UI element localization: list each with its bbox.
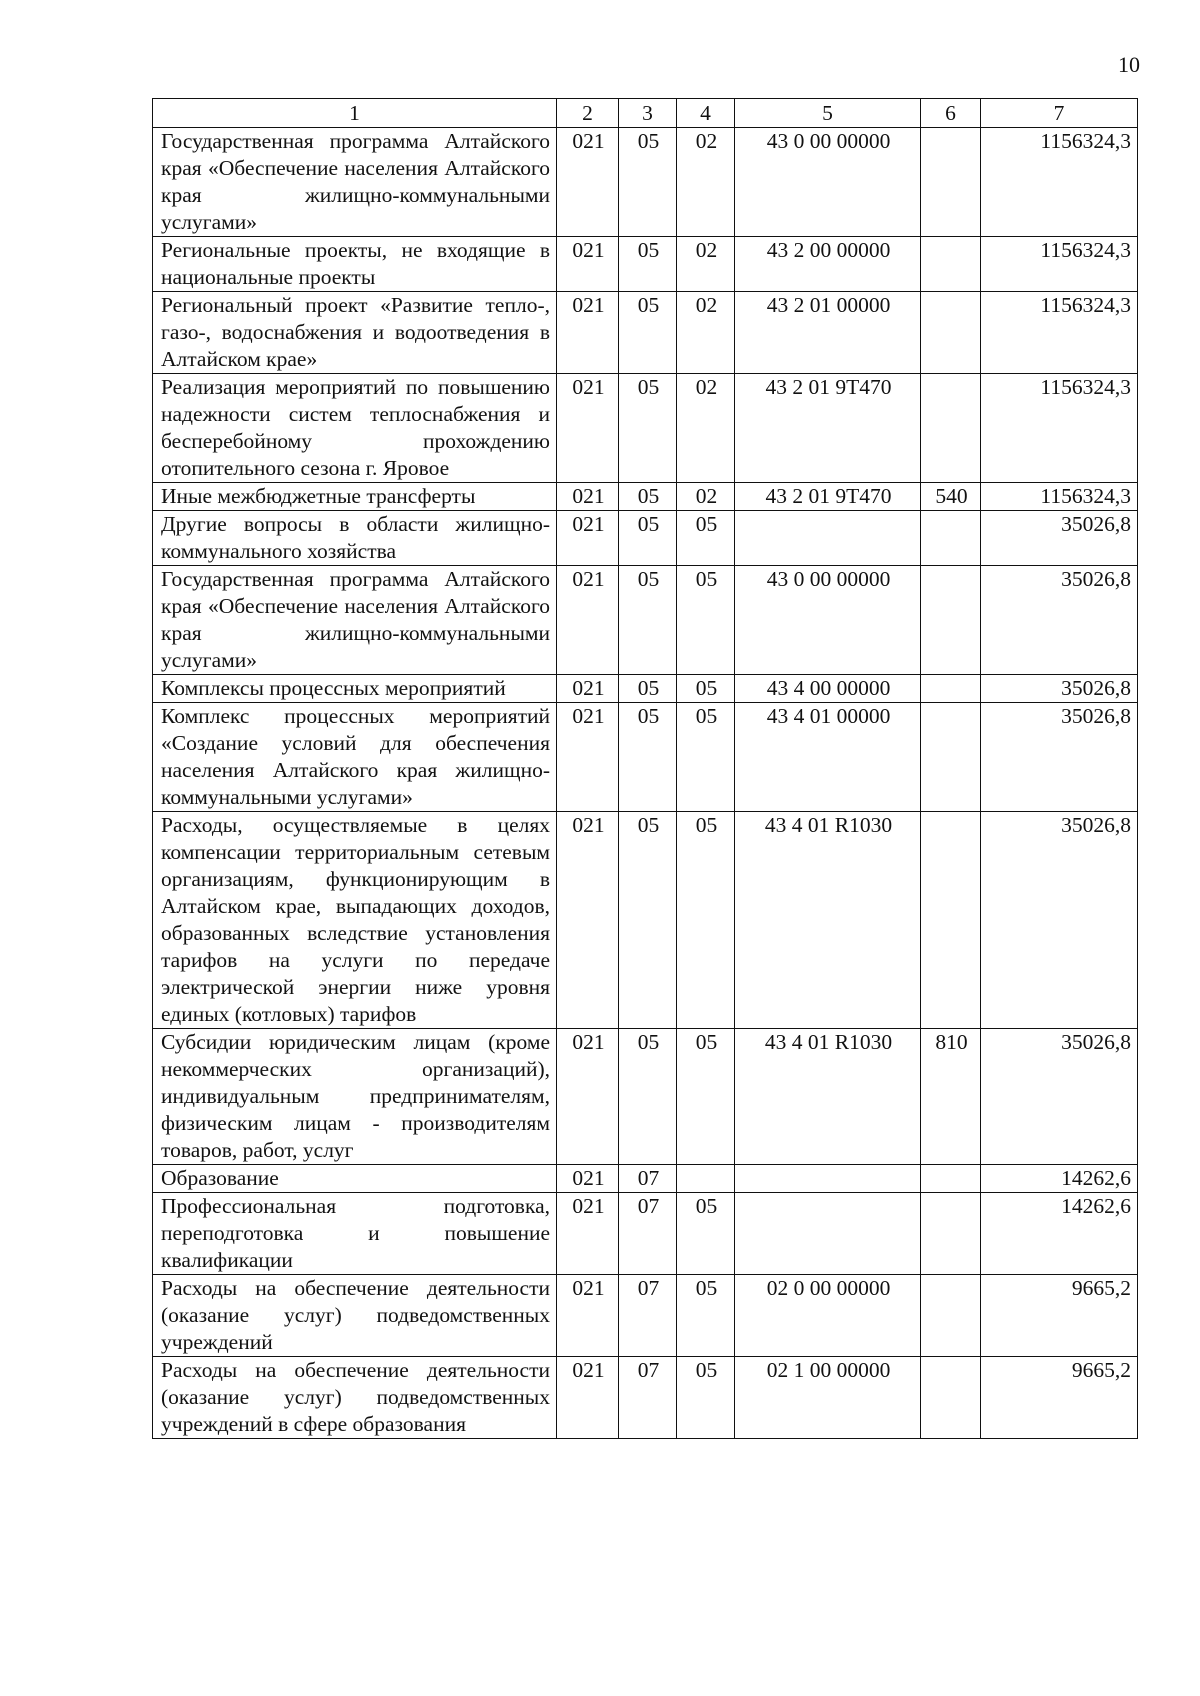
item-name-cell: Образование — [153, 1165, 557, 1193]
item-name-cell: Региональные проекты, не входящие в национальные проекты — [153, 237, 557, 292]
section-code-cell: 05 — [619, 703, 677, 812]
target-article-code-cell: 43 4 01 R1030 — [735, 812, 921, 1029]
subsection-code-cell — [677, 1165, 735, 1193]
table-row — [153, 1029, 1138, 1165]
expense-type-code-cell — [921, 374, 981, 483]
ministry-code-cell: 021 — [557, 1193, 619, 1275]
amount-cell: 35026,8 — [981, 812, 1138, 1029]
amount-cell: 35026,8 — [981, 511, 1138, 566]
amount-cell: 9665,2 — [981, 1275, 1138, 1357]
amount-cell: 1156324,3 — [981, 483, 1138, 511]
table-header-row — [153, 99, 1138, 128]
subsection-code-cell: 02 — [677, 237, 735, 292]
target-article-code-cell: 43 4 01 00000 — [735, 703, 921, 812]
header-cell: 6 — [921, 99, 981, 128]
amount-cell: 14262,6 — [981, 1193, 1138, 1275]
target-article-code-cell — [735, 1165, 921, 1193]
table-row — [153, 1357, 1138, 1439]
table-row — [153, 703, 1138, 812]
section-code-cell: 07 — [619, 1193, 677, 1275]
header-cell: 2 — [557, 99, 619, 128]
section-code-cell: 05 — [619, 483, 677, 511]
ministry-code-cell: 021 — [557, 128, 619, 237]
subsection-code-cell: 02 — [677, 483, 735, 511]
subsection-code-cell: 02 — [677, 374, 735, 483]
table-row — [153, 566, 1138, 675]
ministry-code-cell: 021 — [557, 1165, 619, 1193]
section-code-cell: 05 — [619, 292, 677, 374]
item-name-cell: Расходы, осуществляемые в целях компенсации территориальным сетевым организациям, функционирующим в Алтайском крае, выпадающих доходов, образованных вследствие установления тарифов на услуги по передаче электрической энергии ниже уровня единых (котловых) тарифов — [153, 812, 557, 1029]
amount-cell: 14262,6 — [981, 1165, 1138, 1193]
expense-type-code-cell — [921, 812, 981, 1029]
amount-cell: 1156324,3 — [981, 128, 1138, 237]
subsection-code-cell: 05 — [677, 1275, 735, 1357]
target-article-code-cell: 43 2 01 9T470 — [735, 483, 921, 511]
section-code-cell: 05 — [619, 374, 677, 483]
ministry-code-cell: 021 — [557, 566, 619, 675]
header-cell: 3 — [619, 99, 677, 128]
subsection-code-cell: 05 — [677, 511, 735, 566]
expense-type-code-cell — [921, 703, 981, 812]
table-row — [153, 511, 1138, 566]
expense-type-code-cell — [921, 237, 981, 292]
header-cell: 1 — [153, 99, 557, 128]
section-code-cell: 05 — [619, 812, 677, 1029]
target-article-code-cell: 43 2 00 00000 — [735, 237, 921, 292]
table-row — [153, 374, 1138, 483]
section-code-cell: 05 — [619, 511, 677, 566]
expense-type-code-cell: 540 — [921, 483, 981, 511]
expense-type-code-cell: 810 — [921, 1029, 981, 1165]
table-body — [153, 128, 1138, 1439]
section-code-cell: 05 — [619, 237, 677, 292]
ministry-code-cell: 021 — [557, 483, 619, 511]
table-row — [153, 1193, 1138, 1275]
subsection-code-cell: 05 — [677, 1029, 735, 1165]
ministry-code-cell: 021 — [557, 292, 619, 374]
table-row — [153, 292, 1138, 374]
target-article-code-cell: 43 2 01 00000 — [735, 292, 921, 374]
ministry-code-cell: 021 — [557, 1029, 619, 1165]
section-code-cell: 05 — [619, 128, 677, 237]
expense-type-code-cell — [921, 1357, 981, 1439]
table-row — [153, 1165, 1138, 1193]
target-article-code-cell: 43 0 00 00000 — [735, 566, 921, 675]
subsection-code-cell: 05 — [677, 812, 735, 1029]
expense-type-code-cell — [921, 292, 981, 374]
expense-type-code-cell — [921, 675, 981, 703]
amount-cell: 9665,2 — [981, 1357, 1138, 1439]
header-cell: 4 — [677, 99, 735, 128]
table-row — [153, 128, 1138, 237]
target-article-code-cell: 43 4 01 R1030 — [735, 1029, 921, 1165]
amount-cell: 35026,8 — [981, 566, 1138, 675]
item-name-cell: Профессиональная подготовка, переподготовка и повышение квалификации — [153, 1193, 557, 1275]
section-code-cell: 07 — [619, 1357, 677, 1439]
item-name-cell: Иные межбюджетные трансферты — [153, 483, 557, 511]
item-name-cell: Расходы на обеспечение деятельности (оказание услуг) подведомственных учреждений в сфере образования — [153, 1357, 557, 1439]
expense-type-code-cell — [921, 128, 981, 237]
amount-cell: 1156324,3 — [981, 292, 1138, 374]
target-article-code-cell — [735, 511, 921, 566]
amount-cell: 35026,8 — [981, 703, 1138, 812]
amount-cell: 35026,8 — [981, 1029, 1138, 1165]
subsection-code-cell: 05 — [677, 566, 735, 675]
expense-type-code-cell — [921, 511, 981, 566]
section-code-cell: 07 — [619, 1165, 677, 1193]
section-code-cell: 05 — [619, 566, 677, 675]
target-article-code-cell — [735, 1193, 921, 1275]
item-name-cell: Реализация мероприятий по повышению надежности систем теплоснабжения и бесперебойному прохождению отопительного сезона г. Яровое — [153, 374, 557, 483]
section-code-cell: 07 — [619, 1275, 677, 1357]
section-code-cell: 05 — [619, 1029, 677, 1165]
table-row — [153, 483, 1138, 511]
subsection-code-cell: 02 — [677, 128, 735, 237]
target-article-code-cell: 02 0 00 00000 — [735, 1275, 921, 1357]
expense-type-code-cell — [921, 1193, 981, 1275]
item-name-cell: Комплекс процессных мероприятий «Создание условий для обеспечения населения Алтайского края жилищно-коммунальными услугами» — [153, 703, 557, 812]
ministry-code-cell: 021 — [557, 237, 619, 292]
expense-type-code-cell — [921, 1275, 981, 1357]
header-cell: 7 — [981, 99, 1138, 128]
ministry-code-cell: 021 — [557, 511, 619, 566]
item-name-cell: Комплексы процессных мероприятий — [153, 675, 557, 703]
subsection-code-cell: 05 — [677, 675, 735, 703]
item-name-cell: Региональный проект «Развитие тепло-, газо-, водоснабжения и водоотведения в Алтайском крае» — [153, 292, 557, 374]
budget-table — [152, 98, 1138, 1439]
subsection-code-cell: 02 — [677, 292, 735, 374]
item-name-cell: Субсидии юридическим лицам (кроме некоммерческих организаций), индивидуальным предпринимателям, физическим лицам - производителям товаров, работ, услуг — [153, 1029, 557, 1165]
ministry-code-cell: 021 — [557, 1275, 619, 1357]
target-article-code-cell: 43 4 00 00000 — [735, 675, 921, 703]
target-article-code-cell: 02 1 00 00000 — [735, 1357, 921, 1439]
amount-cell: 1156324,3 — [981, 237, 1138, 292]
ministry-code-cell: 021 — [557, 374, 619, 483]
target-article-code-cell: 43 0 00 00000 — [735, 128, 921, 237]
item-name-cell: Государственная программа Алтайского края «Обеспечение населения Алтайского края жилищно-коммунальными услугами» — [153, 128, 557, 237]
subsection-code-cell: 05 — [677, 1357, 735, 1439]
table-row — [153, 237, 1138, 292]
table-row — [153, 675, 1138, 703]
table-row — [153, 812, 1138, 1029]
table-row — [153, 1275, 1138, 1357]
item-name-cell: Расходы на обеспечение деятельности (оказание услуг) подведомственных учреждений — [153, 1275, 557, 1357]
amount-cell: 35026,8 — [981, 675, 1138, 703]
ministry-code-cell: 021 — [557, 675, 619, 703]
page-number: 10 — [1118, 52, 1140, 77]
ministry-code-cell: 021 — [557, 703, 619, 812]
ministry-code-cell: 021 — [557, 1357, 619, 1439]
expense-type-code-cell — [921, 566, 981, 675]
ministry-code-cell: 021 — [557, 812, 619, 1029]
section-code-cell: 05 — [619, 675, 677, 703]
amount-cell: 1156324,3 — [981, 374, 1138, 483]
subsection-code-cell: 05 — [677, 1193, 735, 1275]
header-cell: 5 — [735, 99, 921, 128]
target-article-code-cell: 43 2 01 9T470 — [735, 374, 921, 483]
expense-type-code-cell — [921, 1165, 981, 1193]
item-name-cell: Другие вопросы в области жилищно-коммунального хозяйства — [153, 511, 557, 566]
subsection-code-cell: 05 — [677, 703, 735, 812]
item-name-cell: Государственная программа Алтайского края «Обеспечение населения Алтайского края жилищно-коммунальными услугами» — [153, 566, 557, 675]
